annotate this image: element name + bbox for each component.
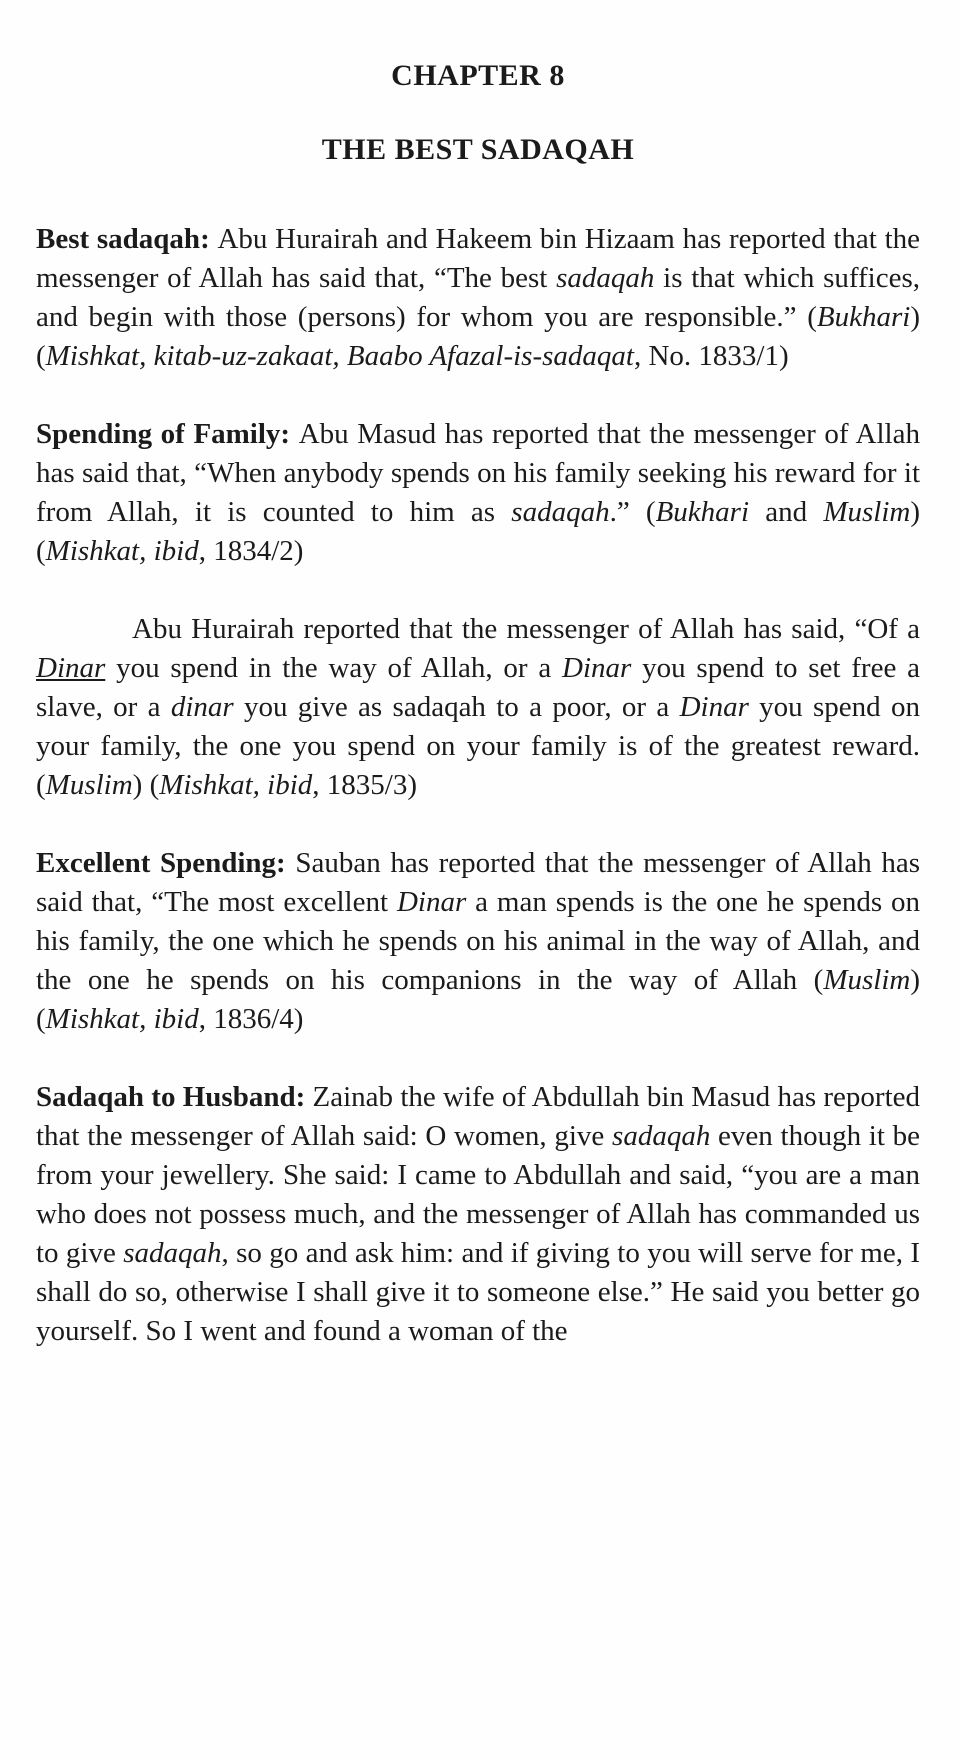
text-run-normal: you spend to set free a slave, or a: [36, 652, 920, 723]
text-run-normal: and: [749, 496, 824, 528]
text-run-italic: sadaqah: [612, 1120, 711, 1152]
text-run-italic-underline: Dinar: [36, 652, 106, 684]
text-run-normal: , 1835/3): [312, 769, 418, 801]
section-title: THE BEST SADAQAH: [321, 133, 635, 166]
text-run-italic: sadaqah: [511, 496, 610, 528]
text-run-normal: Zainab the wife of Abdullah bin Masud has reported that the messenger of Allah said: O women, give: [36, 1081, 920, 1152]
text-run-normal: even though it be from your jewellery. She said: I came to Abdullah and said, “you are a man who does not possess much, and the messenger of Allah has commanded us to give: [36, 1120, 920, 1269]
text-run-italic: dinar: [170, 691, 234, 723]
text-run-normal: ) (: [36, 496, 920, 567]
paragraph-abu-hurairah-dinar: [36, 610, 920, 805]
text-run-normal: you spend in the way of Allah, or a: [105, 652, 563, 684]
paragraph-spending-of-family: [36, 415, 920, 571]
text-run-bold: Sadaqah to Husband:: [36, 1081, 313, 1113]
text-run-bold: Spending of Family:: [36, 418, 299, 450]
text-run-normal: , so go and ask him: and if giving to you will serve for me, I shall do so, otherwise I shall give it to someone else.” He said you better go yourself. So I went and found a woman of the: [36, 1237, 920, 1347]
text-run-italic: Bukhari: [655, 496, 750, 528]
text-run-italic: sadaqah: [556, 262, 655, 294]
text-run-normal: Abu Hurairah reported that the messenger of Allah has said, “Of a: [132, 613, 920, 645]
text-run-bold: Best sadaqah:: [36, 223, 218, 255]
text-run-normal: a man spends is the one he spends on his family, the one which he spends on his animal in the way of Allah, and the one he spends on his companions in the way of Allah (: [36, 886, 921, 996]
text-run-normal: Sauban has reported that the messenger of Allah has said that, “The most excellent: [36, 847, 920, 918]
text-run-bold: Excellent Spending:: [36, 847, 296, 879]
text-run-normal: you spend on your family, the one you spend on your family is of the greatest reward. (: [36, 691, 920, 801]
text-run-normal: , 1836/4): [198, 1003, 304, 1035]
paragraph-sadaqah-to-husband: [36, 1078, 920, 1351]
text-run-normal: is that which suffices, and begin with those (persons) for whom you are responsible.” (: [36, 262, 920, 333]
text-run-normal: ) (: [36, 964, 920, 1035]
chapter-title: CHAPTER 8: [391, 59, 565, 92]
text-run-italic: Mishkat, ibid: [45, 1003, 199, 1035]
text-run-normal: .” (: [609, 496, 656, 528]
text-run-normal: ) (: [132, 769, 160, 801]
text-run-italic: Mishkat, ibid: [45, 535, 199, 567]
text-run-normal: , 1834/2): [198, 535, 304, 567]
text-run-italic: Mishkat, kitab-uz-zakaat, Baabo Afazal-is-sadaqat: [45, 340, 634, 372]
text-run-italic: Bukhari: [816, 301, 911, 333]
text-run-normal: Abu Masud has reported that the messenger of Allah has said that, “When anybody spends on his family seeking his reward for it from Allah, it is counted to him as: [36, 418, 920, 528]
text-run-italic: Muslim: [823, 964, 911, 996]
text-run-normal: you give as sadaqah to a poor, or a: [233, 691, 680, 723]
text-run-normal: Abu Hurairah and Hakeem bin Hizaam has reported that the messenger of Allah has said that, “The best: [36, 223, 920, 294]
body-text: [36, 220, 920, 1351]
text-run-italic: Dinar: [396, 886, 467, 918]
text-run-normal: ) (: [36, 301, 920, 372]
paragraph-best-sadaqah: [36, 220, 920, 376]
text-run-italic: sadaqah: [123, 1237, 222, 1269]
text-run-italic: Muslim: [45, 769, 133, 801]
paragraph-excellent-spending: [36, 844, 920, 1039]
text-run-italic: Dinar: [679, 691, 749, 723]
text-run-normal: , No. 1833/1): [633, 340, 789, 372]
text-run-italic: Dinar: [562, 652, 632, 684]
text-run-italic: Mishkat, ibid: [159, 769, 313, 801]
text-run-italic: Muslim: [823, 496, 911, 528]
